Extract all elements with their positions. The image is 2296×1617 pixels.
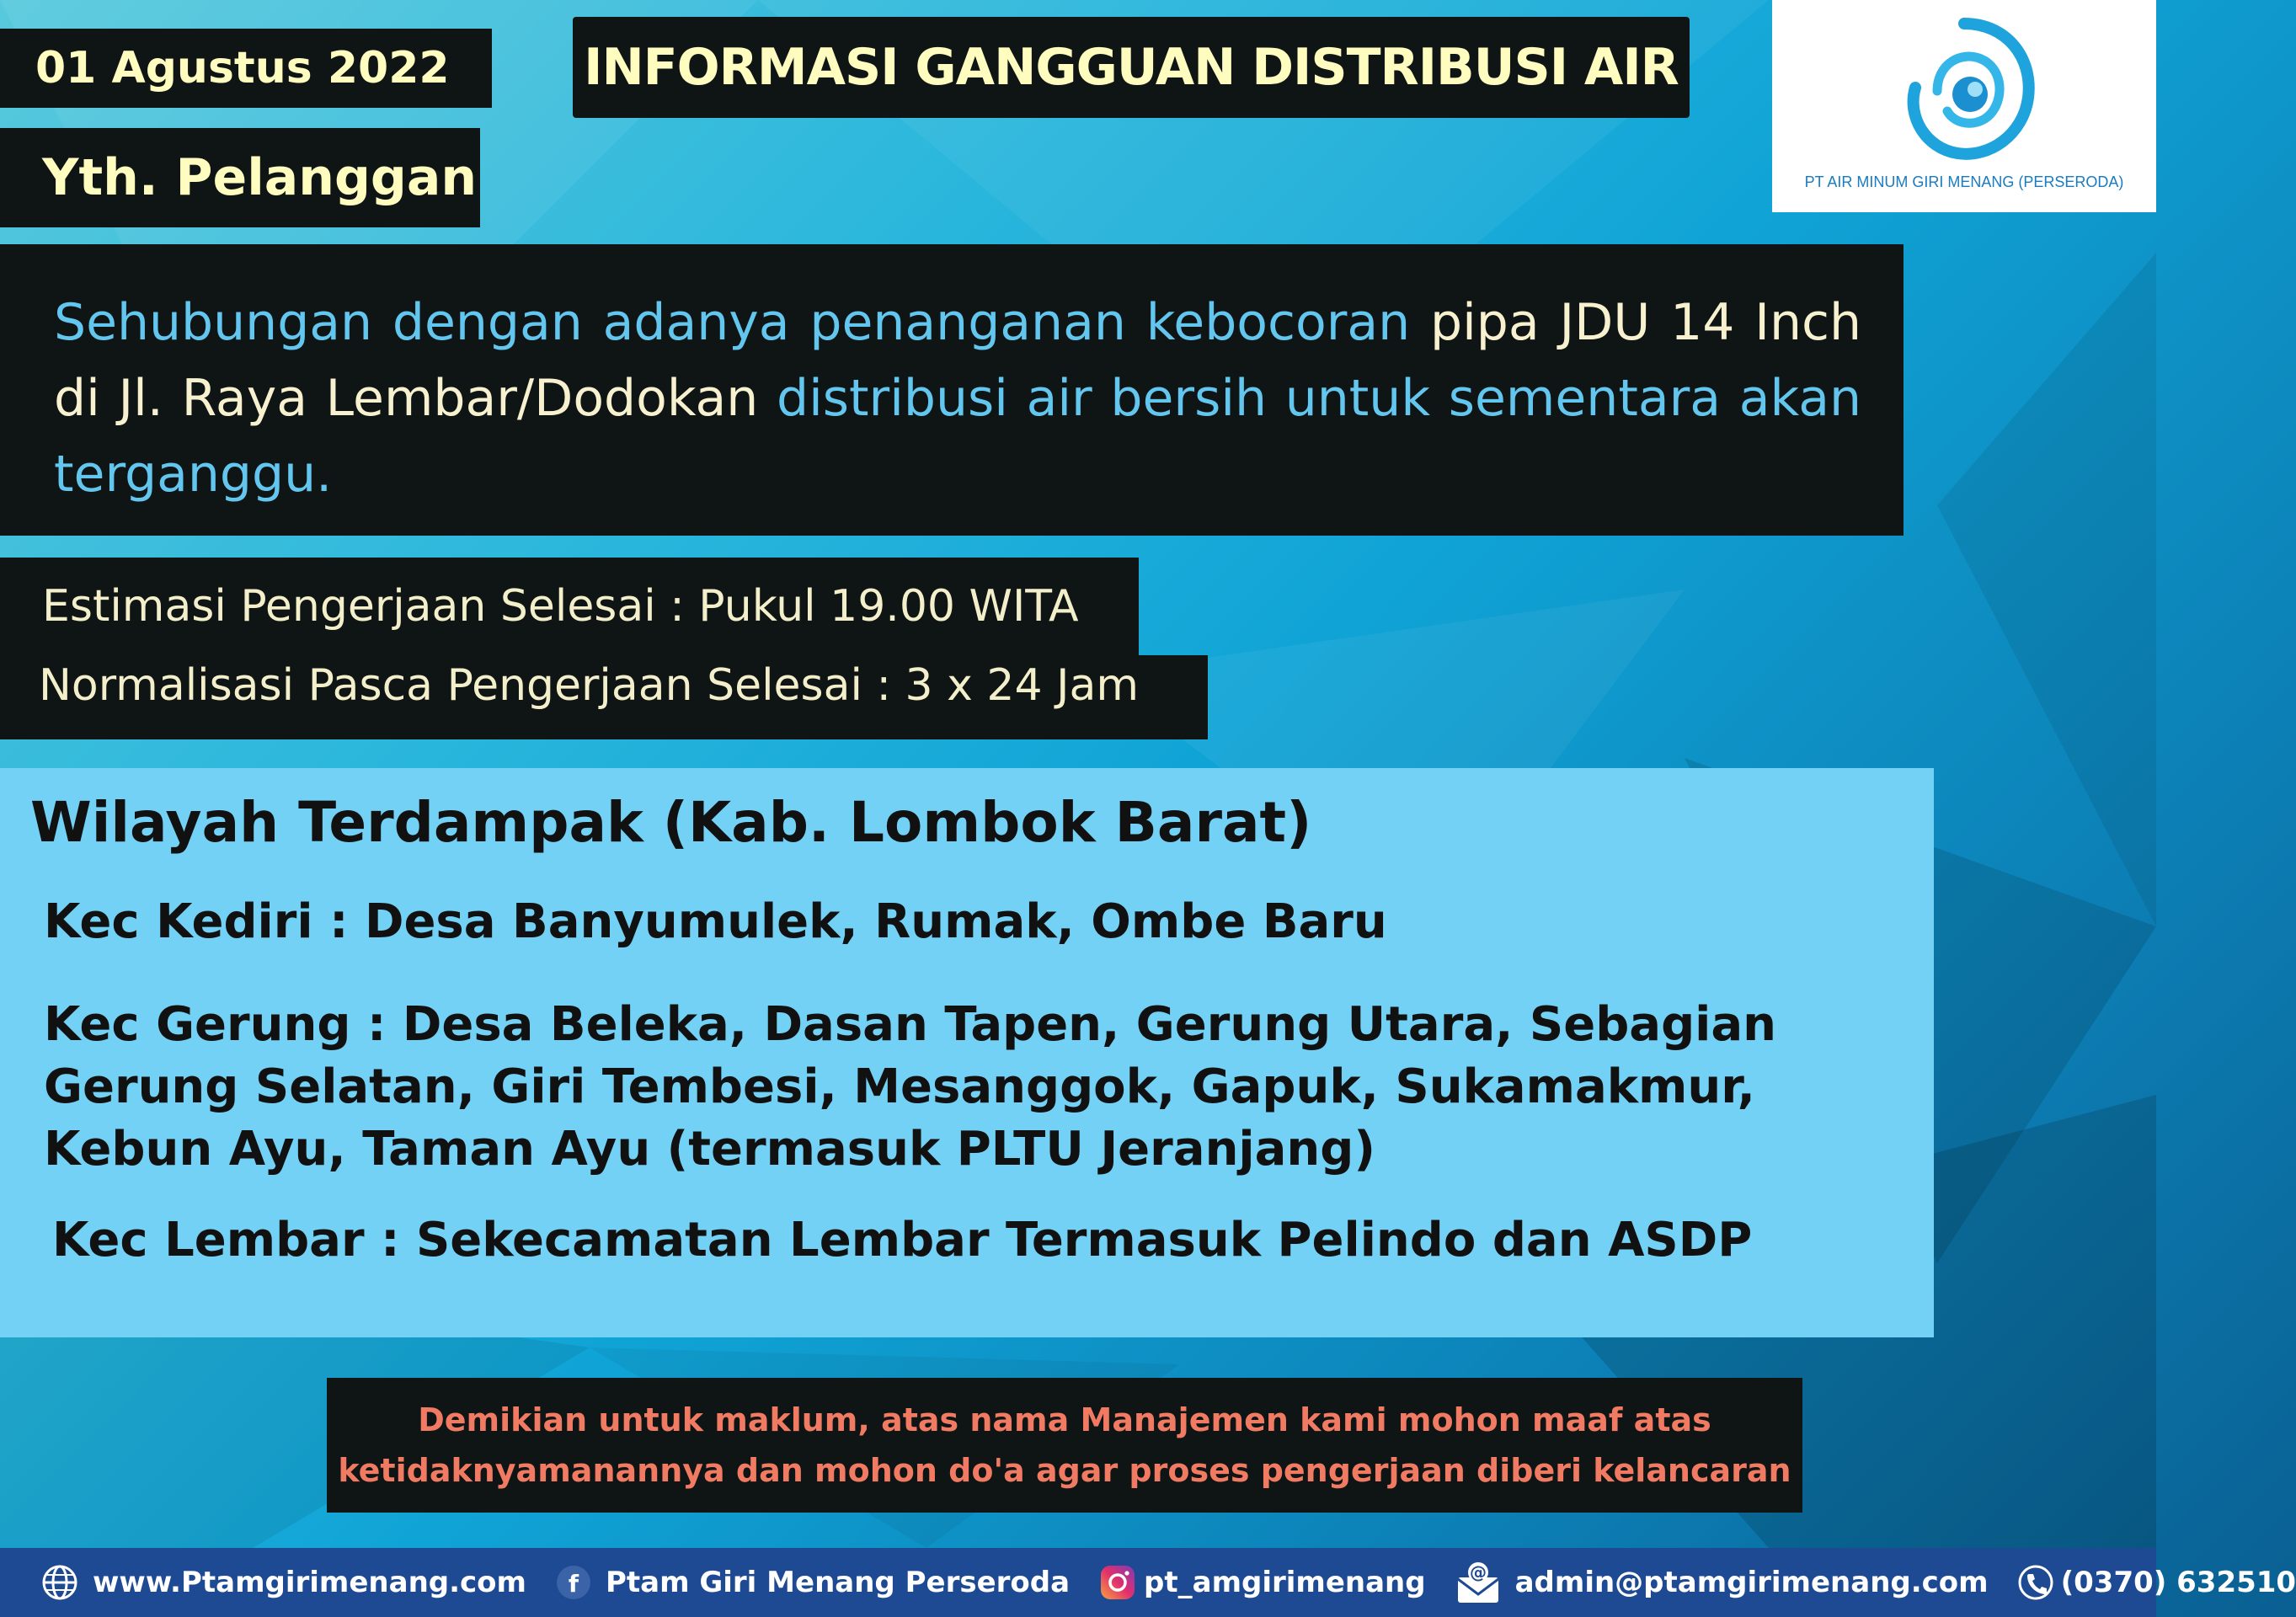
globe-icon xyxy=(40,1563,79,1602)
instagram-icon xyxy=(1098,1563,1137,1602)
page-title: INFORMASI GANGGUAN DISTRIBUSI AIR xyxy=(573,17,1690,118)
footer-website[interactable] xyxy=(40,1563,526,1602)
notice-part-3: distribusi air bersih untuk sementara akan terganggu. xyxy=(54,369,1861,504)
date-label: 01 Agustus 2022 xyxy=(0,29,492,108)
closing-line-1: Demikian untuk maklum, atas nama Manajemen kami mohon maaf atas xyxy=(418,1401,1711,1438)
company-logo xyxy=(1772,0,2156,212)
instagram-text: pt_amgirimenang xyxy=(1144,1566,1426,1599)
notice-part-1: Sehubungan dengan adanya penanganan kebocoran xyxy=(54,293,1431,352)
footer-contact-bar xyxy=(0,1548,2296,1617)
facebook-text: Ptam Giri Menang Perseroda xyxy=(605,1566,1071,1599)
affected-area-title: Wilayah Terdampak (Kab. Lombok Barat) xyxy=(30,790,1312,855)
company-name: PT AIR MINUM GIRI MENANG (PERSERODA) xyxy=(1804,173,2124,190)
footer-phone[interactable] xyxy=(2017,1564,2296,1601)
normalization-label: Normalisasi Pasca Pengerjaan Selesai : 3 x 24 Jam xyxy=(0,655,1208,739)
affected-area-panel xyxy=(0,768,1934,1337)
greeting-label: Yth. Pelanggan xyxy=(0,128,480,227)
logo-swirl-icon xyxy=(1888,13,2040,165)
closing-message xyxy=(327,1378,1802,1513)
website-text: www.Ptamgirimenang.com xyxy=(93,1566,526,1599)
email-icon xyxy=(1455,1561,1502,1604)
area-kediri: Kec Kediri : Desa Banyumulek, Rumak, Ombe Baru xyxy=(44,894,1387,949)
estimate-label: Estimasi Pengerjaan Selesai : Pukul 19.00 WITA xyxy=(0,558,1139,655)
facebook-icon xyxy=(555,1564,592,1601)
area-lembar: Kec Lembar : Sekecamatan Lembar Termasuk Pelindo dan ASDP xyxy=(52,1213,1753,1267)
footer-email[interactable] xyxy=(1455,1561,1989,1604)
email-text: admin@ptamgirimenang.com xyxy=(1514,1566,1989,1599)
footer-instagram[interactable] xyxy=(1098,1563,1426,1602)
closing-line-2: ketidaknyamanannya dan mohon do'a agar proses pengerjaan diberi kelancaran xyxy=(338,1452,1791,1489)
notice-text xyxy=(0,244,1904,536)
svg-text:@: @ xyxy=(1469,1562,1487,1582)
footer-facebook[interactable] xyxy=(555,1564,1070,1601)
svg-text:f: f xyxy=(568,1570,579,1598)
notice-part-2: pipa JDU 14 Inch di Jl. Raya Lembar/Dodokan xyxy=(54,293,1861,428)
phone-text: (0370) 632510 xyxy=(2060,1566,2296,1599)
phone-icon xyxy=(2017,1564,2054,1601)
area-gerung: Kec Gerung : Desa Beleka, Dasan Tapen, Gerung Utara, Sebagian Gerung Selatan, Giri Tembesi, Mesanggok, Gapuk, Sukamakmur, Kebun Ayu, Taman Ayu (termasuk PLTU Jeranjang) xyxy=(44,997,1777,1177)
